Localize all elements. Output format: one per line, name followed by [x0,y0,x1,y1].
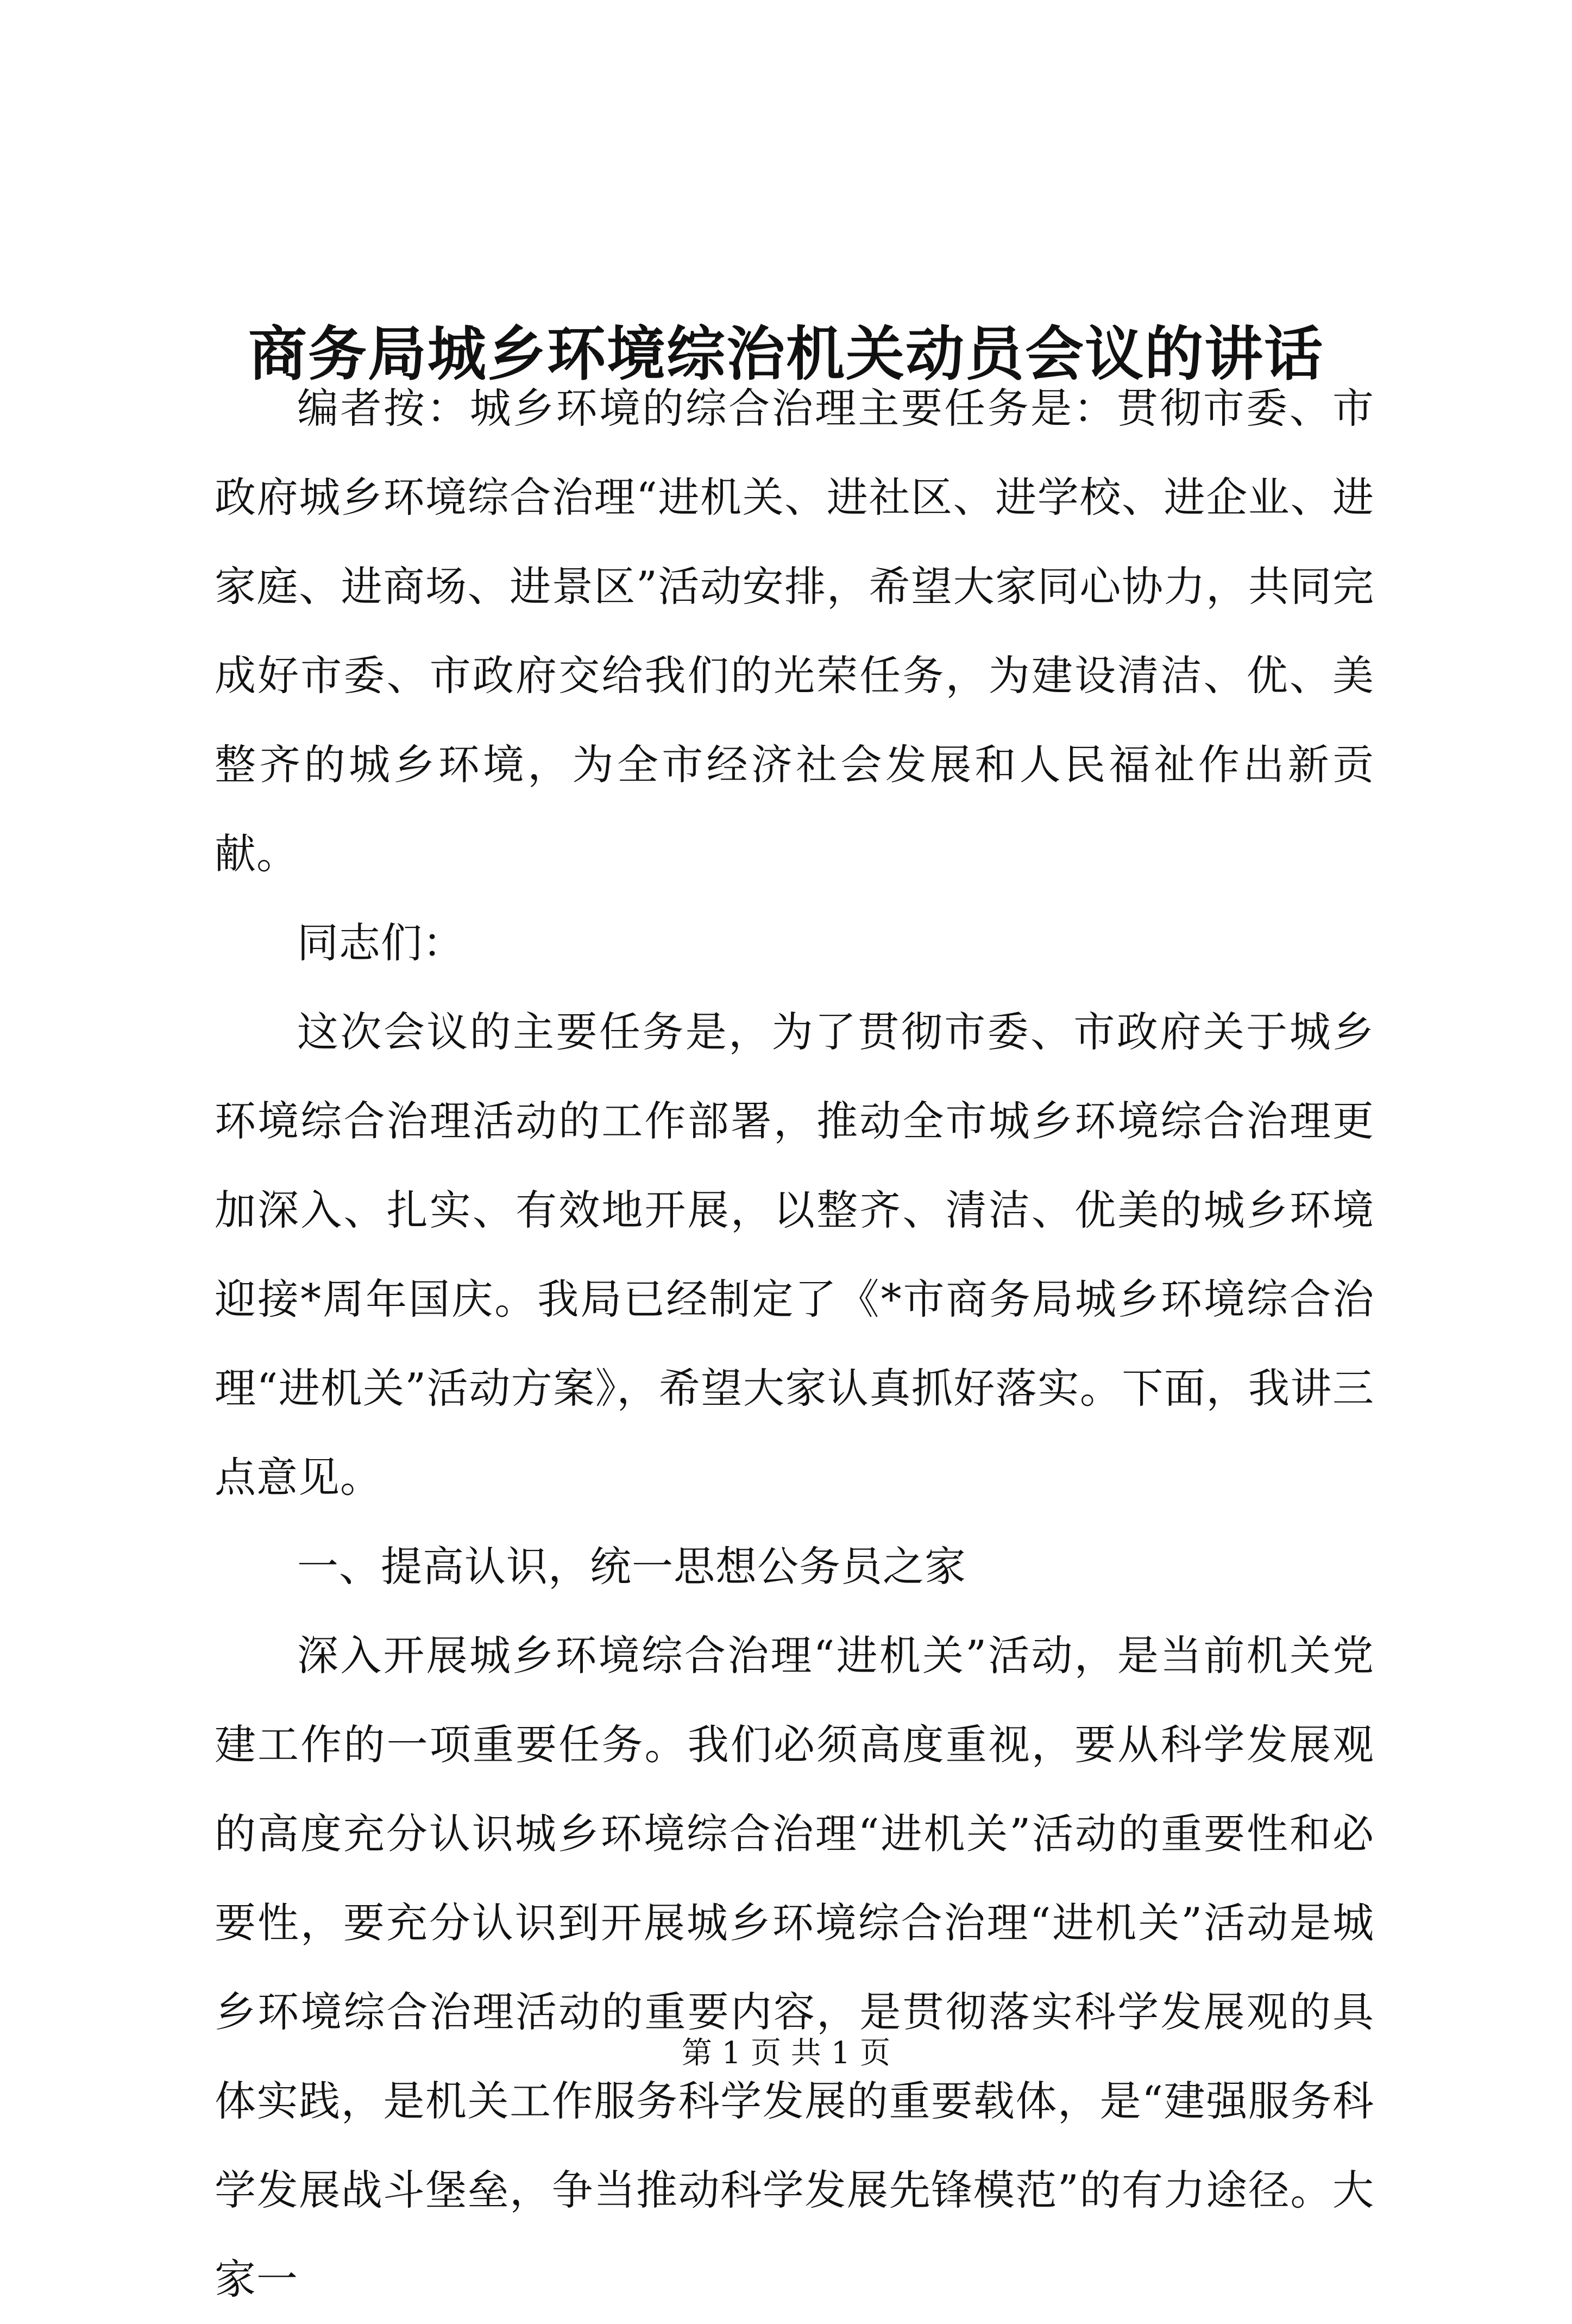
meeting-task-paragraph: 这次会议的主要任务是，为了贯彻市委、市政府关于城乡环境综合治理活动的工作部署，推动全市城乡环境综合治理更加深入、扎实、有效地开展，以整齐、清洁、优美的城乡环境迎接*周年国庆。我局已经制定了《*市商务局城乡环境综合治理“进机关”活动方案》，希望大家认真抓好落实。下面，我讲三点意见。 [215,1008,1374,1502]
document-body [215,364,1374,2324]
editor-note-paragraph: 编者按：城乡环境的综合治理主要任务是：贯彻市委、市政府城乡环境综合治理“进机关、进社区、进学校、进企业、进家庭、进商场、进景区”活动安排，希望大家同心协力，共同完成好市委、市政府交给我们的光荣任务，为建设清洁、优、美整齐的城乡环境，为全市经济社会发展和人民福祉作出新贡献。 [215,384,1374,878]
document-title: 商务局城乡环境综治机关动员会议的讲话 [248,320,1324,389]
salutation-paragraph: 同志们： [297,919,464,967]
section-heading-1: 一、提高认识，统一思想公务员之家 [297,1542,966,1591]
section-1-paragraph: 深入开展城乡环境综合治理“进机关”活动，是当前机关党建工作的一项重要任务。我们必须高度重视，要从科学发展观的高度充分认识城乡环境综合治理“进机关”活动的重要性和必要性，要充分认识到开展城乡环境综合治理“进机关”活动是城乡环境综合治理活动的重要内容，是贯彻落实科学发展观的具体实践，是机关工作服务科学发展的重要载体，是“建强服务科学发展战斗堡垒，争当推动科学发展先锋模范”的有力途径。大家一 [215,1631,1374,2303]
page-footer: 第 1 页 共 1 页 [681,2036,891,2071]
